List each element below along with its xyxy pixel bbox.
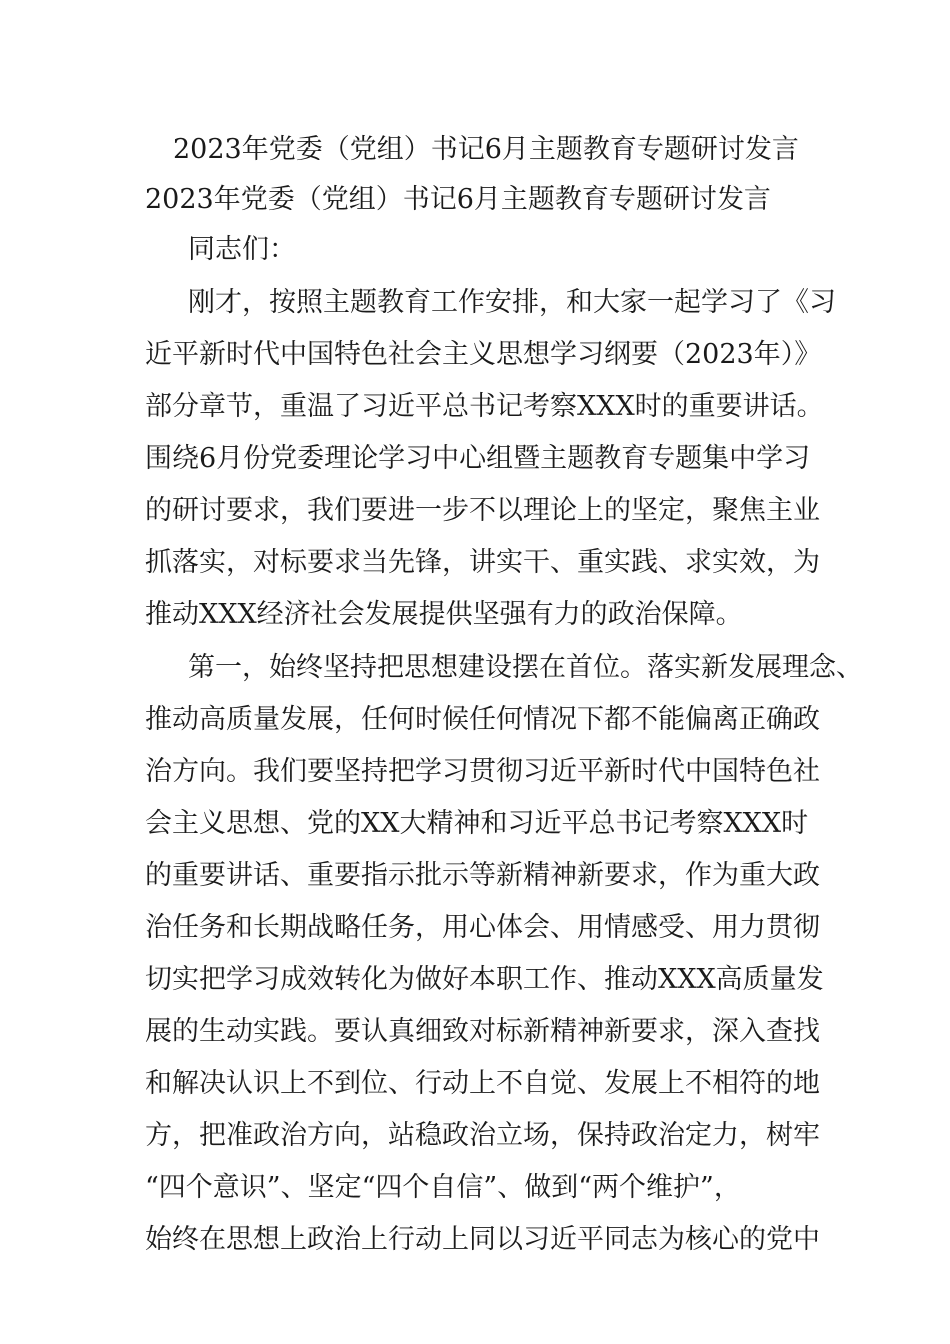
document-subtitle: 2023年党委（党组）书记6月主题教育专题研讨发言 bbox=[145, 184, 771, 215]
paragraph-line: 推动XXX经济社会发展提供坚强有力的政治保障。 bbox=[145, 599, 743, 630]
paragraph-line: 近平新时代中国特色社会主义思想学习纲要（2023年）》 bbox=[145, 339, 822, 370]
paragraph-line: 展的生动实践。要认真细致对标新精神新要求，深入查找 bbox=[145, 1016, 820, 1047]
paragraph-line: “四个意识”、坚定“四个自信”、做到“两个维护”， bbox=[145, 1172, 741, 1203]
paragraph-line: 部分章节，重温了习近平总书记考察XXX时的重要讲话。 bbox=[145, 391, 824, 422]
paragraph-line: 和解决认识上不到位、行动上不自觉、发展上不相符的地 bbox=[145, 1068, 820, 1099]
paragraph-line: 推动高质量发展，任何时候任何情况下都不能偏离正确政 bbox=[145, 704, 820, 735]
paragraph-line: 治方向。我们要坚持把学习贯彻习近平新时代中国特色社 bbox=[145, 756, 820, 787]
paragraph-line: 始终在思想上政治上行动上同以习近平同志为核心的党中 bbox=[145, 1224, 820, 1255]
paragraph-line: 围绕6月份党委理论学习中心组暨主题教育专题集中学习 bbox=[145, 443, 811, 474]
paragraph-line: 治任务和长期战略任务，用心体会、用情感受、用力贯彻 bbox=[145, 912, 820, 943]
paragraph-line: 方，把准政治方向，站稳政治立场，保持政治定力，树牢 bbox=[145, 1120, 820, 1151]
paragraph-line: 的重要讲话、重要指示批示等新精神新要求，作为重大政 bbox=[145, 860, 820, 891]
paragraph-line: 第一，始终坚持把思想建设摆在首位。落实新发展理念、 bbox=[188, 652, 863, 683]
paragraph-line: 切实把学习成效转化为做好本职工作、推动XXX高质量发 bbox=[145, 964, 824, 995]
salutation: 同志们： bbox=[188, 234, 296, 265]
paragraph-line: 抓落实，对标要求当先锋，讲实干、重实践、求实效，为 bbox=[145, 547, 820, 578]
document-title: 2023年党委（党组）书记6月主题教育专题研讨发言 bbox=[173, 134, 799, 165]
paragraph-line: 的研讨要求，我们要进一步不以理论上的坚定，聚焦主业 bbox=[145, 495, 820, 526]
paragraph-line: 刚才，按照主题教育工作安排，和大家一起学习了《习 bbox=[188, 287, 836, 318]
paragraph-line: 会主义思想、党的XX大精神和习近平总书记考察XXX时 bbox=[145, 808, 809, 839]
